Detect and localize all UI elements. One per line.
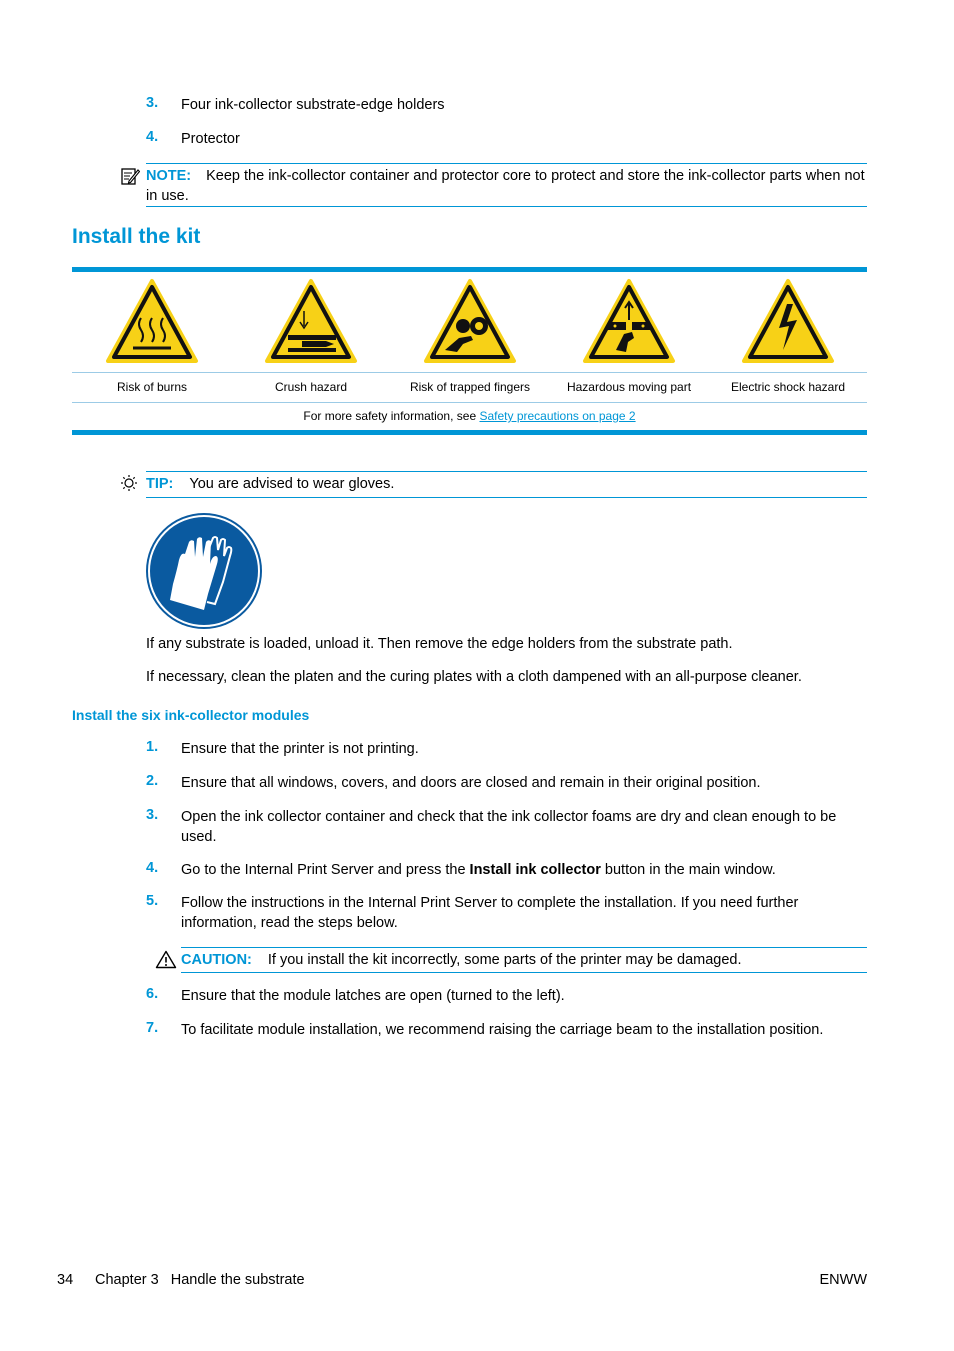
- table-row-rule: [72, 402, 867, 403]
- step-text: To facilitate module installation, we recommend raising the carriage beam to the installation position.: [181, 1022, 824, 1038]
- footer-right-label: ENWW: [819, 1272, 867, 1288]
- tip-text: You are advised to wear gloves.: [189, 476, 395, 492]
- chapter-title: Chapter 3 Handle the substrate: [95, 1272, 305, 1288]
- tip-top-rule: [146, 471, 867, 472]
- tip-text-block: [146, 474, 867, 494]
- list-item-text: Four ink-collector substrate-edge holders: [181, 97, 445, 113]
- tip-label: TIP:: [146, 476, 174, 492]
- table-top-bar: [72, 267, 867, 272]
- note-icon: [120, 166, 140, 190]
- tip-bottom-rule: [146, 497, 867, 498]
- hazard-label: Hazardous moving part: [566, 380, 692, 394]
- electric-shock-warning-icon: [741, 278, 835, 364]
- caution-top-rule: [181, 947, 867, 948]
- note-text-block: [146, 166, 867, 206]
- note-label: NOTE:: [146, 168, 192, 184]
- hazard-label: Risk of trapped fingers: [409, 380, 531, 394]
- step-text: Go to the Internal Print Server and press the Install ink collector button in the main window.: [181, 862, 776, 878]
- safety-precautions-link[interactable]: Safety precautions on page 2: [479, 409, 636, 423]
- step-text: Follow the instructions in the Internal Print Server to complete the installation. If you need further information, read the steps below.: [181, 895, 799, 931]
- hot-surface-warning-icon: [105, 278, 199, 364]
- wear-gloves-icon: [145, 512, 263, 630]
- caution-text-block: [181, 950, 867, 970]
- step-number: 2.: [146, 773, 159, 789]
- page-number: 34: [57, 1272, 74, 1288]
- list-number: 3.: [146, 95, 159, 111]
- list-item-text: Protector: [181, 131, 240, 147]
- safety-info: [72, 409, 867, 423]
- note-bottom-rule: [146, 206, 867, 207]
- step-text: Ensure that the printer is not printing.: [181, 741, 419, 757]
- step-number: 3.: [146, 807, 159, 823]
- hazard-label: Electric shock hazard: [730, 380, 846, 394]
- safety-info-text: For more safety information, see: [303, 409, 480, 423]
- paragraph: If any substrate is loaded, unload it. Then remove the edge holders from the substrate path.: [146, 636, 733, 652]
- caution-text: If you install the kit incorrectly, some parts of the printer may be damaged.: [267, 952, 742, 968]
- lightbulb-icon: [120, 474, 138, 496]
- subsection-title: Install the six ink-collector modules: [72, 707, 310, 723]
- caution-bottom-rule: [181, 972, 867, 973]
- note-text: Keep the ink-collector container and protector core to protect and store the ink-collector parts when not in use.: [146, 168, 865, 204]
- warning-triangle-icon: [155, 950, 177, 973]
- table-row-rule: [72, 372, 867, 373]
- step-number: 1.: [146, 739, 159, 755]
- step-text: Ensure that the module latches are open (turned to the left).: [181, 988, 565, 1004]
- list-number: 4.: [146, 129, 159, 145]
- step-number: 6.: [146, 986, 159, 1002]
- step-number: 4.: [146, 860, 159, 876]
- moving-part-warning-icon: [582, 278, 676, 364]
- install-ink-collector-label: Install ink collector: [469, 862, 601, 878]
- caution-label: CAUTION:: [181, 952, 252, 968]
- step-text: Open the ink collector container and check that the ink collector foams are dry and clean enough to be used.: [181, 809, 837, 845]
- trapped-fingers-warning-icon: [423, 278, 517, 364]
- crush-hazard-warning-icon: [264, 278, 358, 364]
- section-title: Install the kit: [72, 225, 201, 248]
- step-number: 7.: [146, 1020, 159, 1036]
- hazard-label: Crush hazard: [274, 380, 348, 394]
- note-top-rule: [146, 163, 867, 164]
- paragraph: If necessary, clean the platen and the curing plates with a cloth dampened with an all-purpose cleaner.: [146, 669, 802, 685]
- step-text: Ensure that all windows, covers, and doors are closed and remain in their original position.: [181, 775, 761, 791]
- hazard-label: Risk of burns: [116, 380, 188, 394]
- table-bottom-bar: [72, 430, 867, 435]
- step-number: 5.: [146, 893, 159, 909]
